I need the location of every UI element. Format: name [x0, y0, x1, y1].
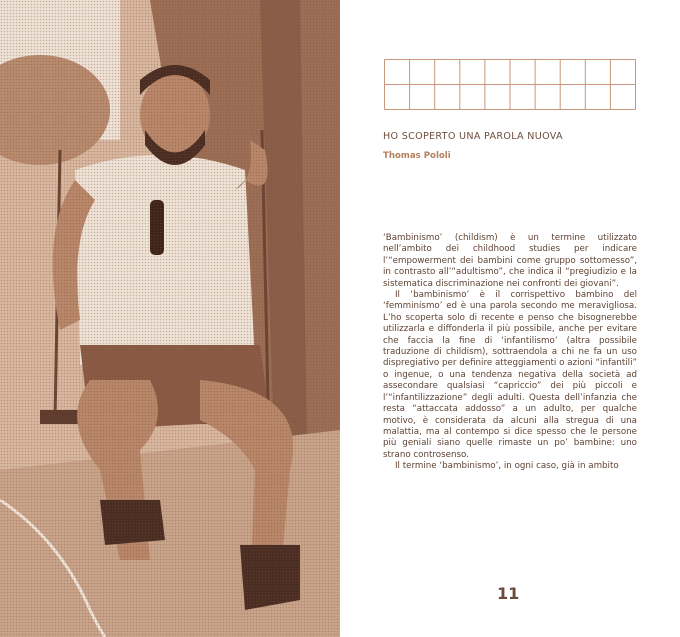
paragraph: Il termine ‘bambinismo’, in ogni caso, già in ambito	[395, 461, 619, 472]
paragraph: Il ‘bambinismo’ è il corrispettivo bambino del ‘femminismo’ ed è una parola secondo me meravigliosa. L’ho scoperta solo di recente e penso che bisognerebbe utilizzarla e diffonderla il più possibile, anche per evitare che faccia la fine di ‘infantilismo’ (altra possibile traduzione di childism), sottraendola a chi ne fa un uso dispregiativo per definire atteggiamenti o azioni “infantili” o ingenue, o una tendenza negativa della società ad assecondare qualsiasi “capriccio” dei più piccoli e l’“infantilizzazione” degli adulti. Questa dell’infanzia che resta “attaccata addosso” a un adulto, per qualche motivo, è considerata da alcuni alla stregua di una malattia, ma al contempo si dice spesso che le persone più geniali siano quelle rimaste un po’ bambine: uno strano controsenso.	[383, 290, 637, 460]
article-title: HO SCOPERTO UNA PAROLA NUOVA	[383, 131, 563, 142]
page-number: 11	[497, 584, 520, 603]
article-body	[383, 233, 637, 473]
decorative-grid	[384, 59, 636, 110]
article-author: Thomas Pololi	[383, 151, 451, 161]
paragraph: ‘Bambinismo’ (childism) è un termine utilizzato nell’ambito dei childhood studies per indicare l’“empowerment dei bambini come gruppo sottomesso”, in contrasto all’“adultismo”, che indica il “pregiudizio e la sistematica discriminazione nei confronti dei giovani”.	[383, 233, 637, 289]
